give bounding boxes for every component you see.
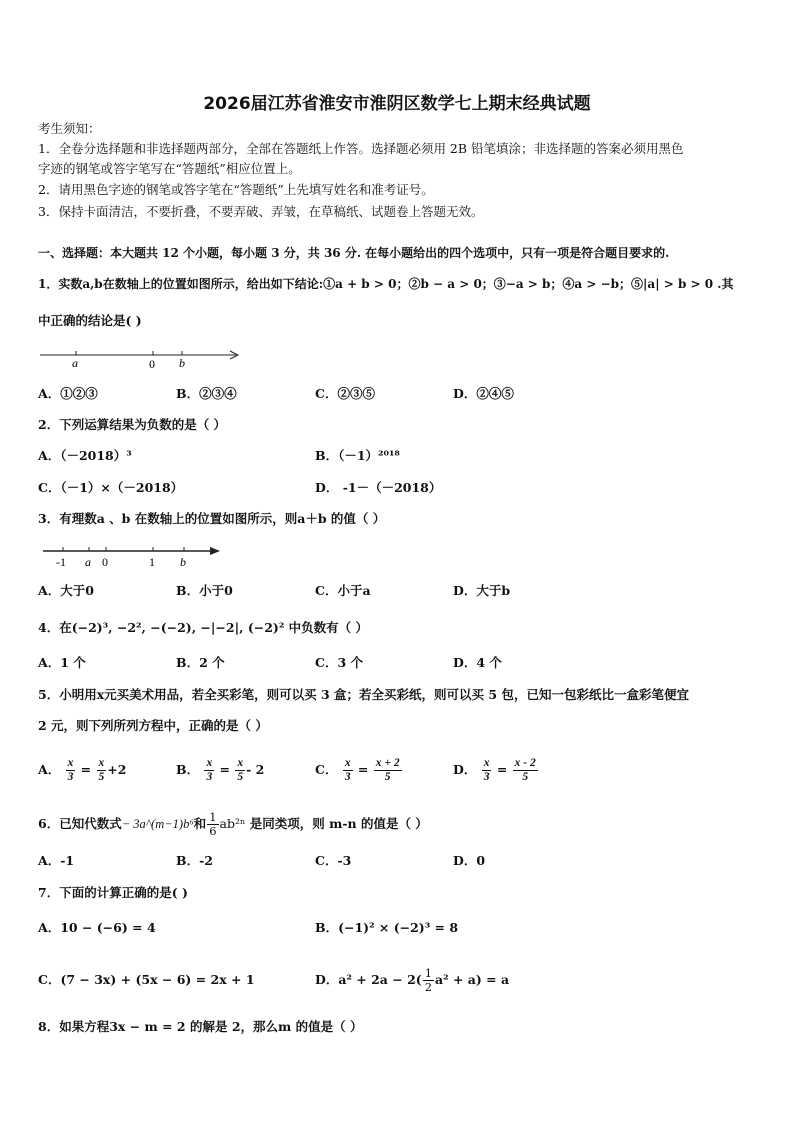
q3-option-b[interactable]: B．小于0	[176, 583, 233, 598]
q3-option-c[interactable]: C．小于a	[315, 583, 371, 598]
q3-axis-one: 1	[149, 555, 155, 569]
q3-number-line	[38, 542, 228, 572]
q2-option-d[interactable]: D． -1－（－2018）	[315, 480, 442, 495]
q7-option-a[interactable]: A．10 − (−6) = 4	[38, 920, 156, 935]
notice-item-3: 3．保持卡面清洁，不要折叠，不要弄破、弄皱，在草稿纸、试题卷上答题无效。	[38, 204, 484, 219]
q1-stem-cont: 中正确的结论是( )	[38, 313, 142, 328]
q3-option-a[interactable]: A．大于0	[38, 583, 94, 598]
q6-option-c[interactable]: C．-3	[315, 853, 352, 868]
q1-axis-b: b	[179, 356, 185, 370]
q4-option-a[interactable]: A．1 个	[38, 655, 86, 670]
q5-stem-cont: 2 元，则下列所列方程中，正确的是（ ）	[38, 718, 268, 733]
q4-option-d[interactable]: D．4 个	[453, 655, 502, 670]
q3-option-d[interactable]: D．大于b	[453, 583, 511, 598]
q5-option-a[interactable]: A． $\frac{x}{3}$ = $\frac{x}{5}$ +2	[38, 757, 127, 783]
q7-option-d[interactable]: D．a² + 2a − 2( $\frac{1}{2}$ a² + a) = a	[315, 966, 510, 994]
q1-option-d[interactable]: D．②④⑤	[453, 386, 514, 401]
q3-stem: 3．有理数a 、b 在数轴上的位置如图所示，则a＋b 的值（ ）	[38, 511, 386, 526]
q3-axis-a: a	[85, 555, 91, 569]
q3-axis-zero: 0	[102, 555, 108, 569]
q1-axis-a: a	[72, 356, 78, 370]
q2-option-c[interactable]: C．（－1）×（－2018）	[38, 480, 184, 495]
q6-option-a[interactable]: A．-1	[38, 853, 75, 868]
q7-option-c[interactable]: C．(7 − 3x) + (5x − 6) = 2x + 1	[38, 972, 255, 987]
q5-option-d[interactable]: D． $\frac{x}{3}$ = $\frac{x - 2}{5}$	[453, 757, 536, 783]
q8-stem: 8．如果方程3x − m = 2 的解是 2，那么m 的值是（ ）	[38, 1019, 363, 1034]
q6-option-d[interactable]: D．0	[453, 853, 486, 868]
q1-option-a[interactable]: A．①②③	[38, 386, 98, 401]
q6-stem: 6．已知代数式− 3a^(m−1)b⁶和 $\frac{1}{6}$ ab²ⁿ 是同类项，则 m-n 的值是（ ）	[38, 810, 428, 838]
notice-item-1b: 字迹的钢笔或答字笔写在“答题纸”相应位置上。	[38, 161, 301, 176]
notice-item-1a: 1．全卷分选择题和非选择题两部分，全部在答题纸上作答。选择题必须用 2B 铅笔填涂；非选择题的答案必须用黑色	[38, 141, 684, 156]
q3-axis-minus1: -1	[56, 555, 66, 569]
q6-option-b[interactable]: B．-2	[176, 853, 213, 868]
q1-option-b[interactable]: B．②③④	[176, 386, 237, 401]
q4-option-b[interactable]: B．2 个	[176, 655, 225, 670]
q1-number-line	[38, 343, 248, 373]
q4-option-c[interactable]: C．3 个	[315, 655, 363, 670]
q1-option-c[interactable]: C．②③⑤	[315, 386, 375, 401]
q4-stem: 4．在(−2)³, −2², −(−2), −|−2|, (−2)² 中负数有（ ）	[38, 620, 369, 635]
section-heading: 一、选择题：本大题共 12 个小题，每小题 3 分，共 36 分. 在每小题给出的四个选项中，只有一项是符合题目要求的.	[38, 246, 670, 260]
q1-axis-zero: 0	[149, 357, 155, 371]
q2-stem: 2．下列运算结果为负数的是（ ）	[38, 417, 227, 432]
page-title: 2026届江苏省淮安市淮阴区数学七上期末经典试题	[203, 94, 591, 114]
q3-axis-b: b	[180, 555, 186, 569]
notice-heading: 考生须知：	[38, 121, 101, 136]
q2-option-b[interactable]: B．（－1）²⁰¹⁸	[315, 448, 400, 463]
q1-stem: 1．实数a,b在数轴上的位置如图所示，给出如下结论:①a + b > 0；②b − a > 0；③−a > b；④a > −b；⑤|a| > b > 0 .其	[38, 277, 734, 291]
q5-option-c[interactable]: C． $\frac{x}{3}$ = $\frac{x + 2}{5}$	[315, 757, 400, 783]
q7-stem: 7．下面的计算正确的是( )	[38, 885, 188, 900]
q2-option-a[interactable]: A．（－2018）³	[38, 448, 132, 463]
notice-item-2: 2．请用黑色字迹的钢笔或答字笔在“答题纸”上先填写姓名和准考证号。	[38, 182, 434, 197]
q5-stem: 5．小明用x元买美术用品，若全买彩笔，则可以买 3 盒；若全买彩纸，则可以买 5 包，已知一包彩纸比一盒彩笔便宜	[38, 687, 689, 702]
q7-option-b[interactable]: B．(−1)² × (−2)³ = 8	[315, 920, 459, 935]
q5-option-b[interactable]: B． $\frac{x}{3}$ = $\frac{x}{5}$ - 2	[176, 757, 265, 783]
